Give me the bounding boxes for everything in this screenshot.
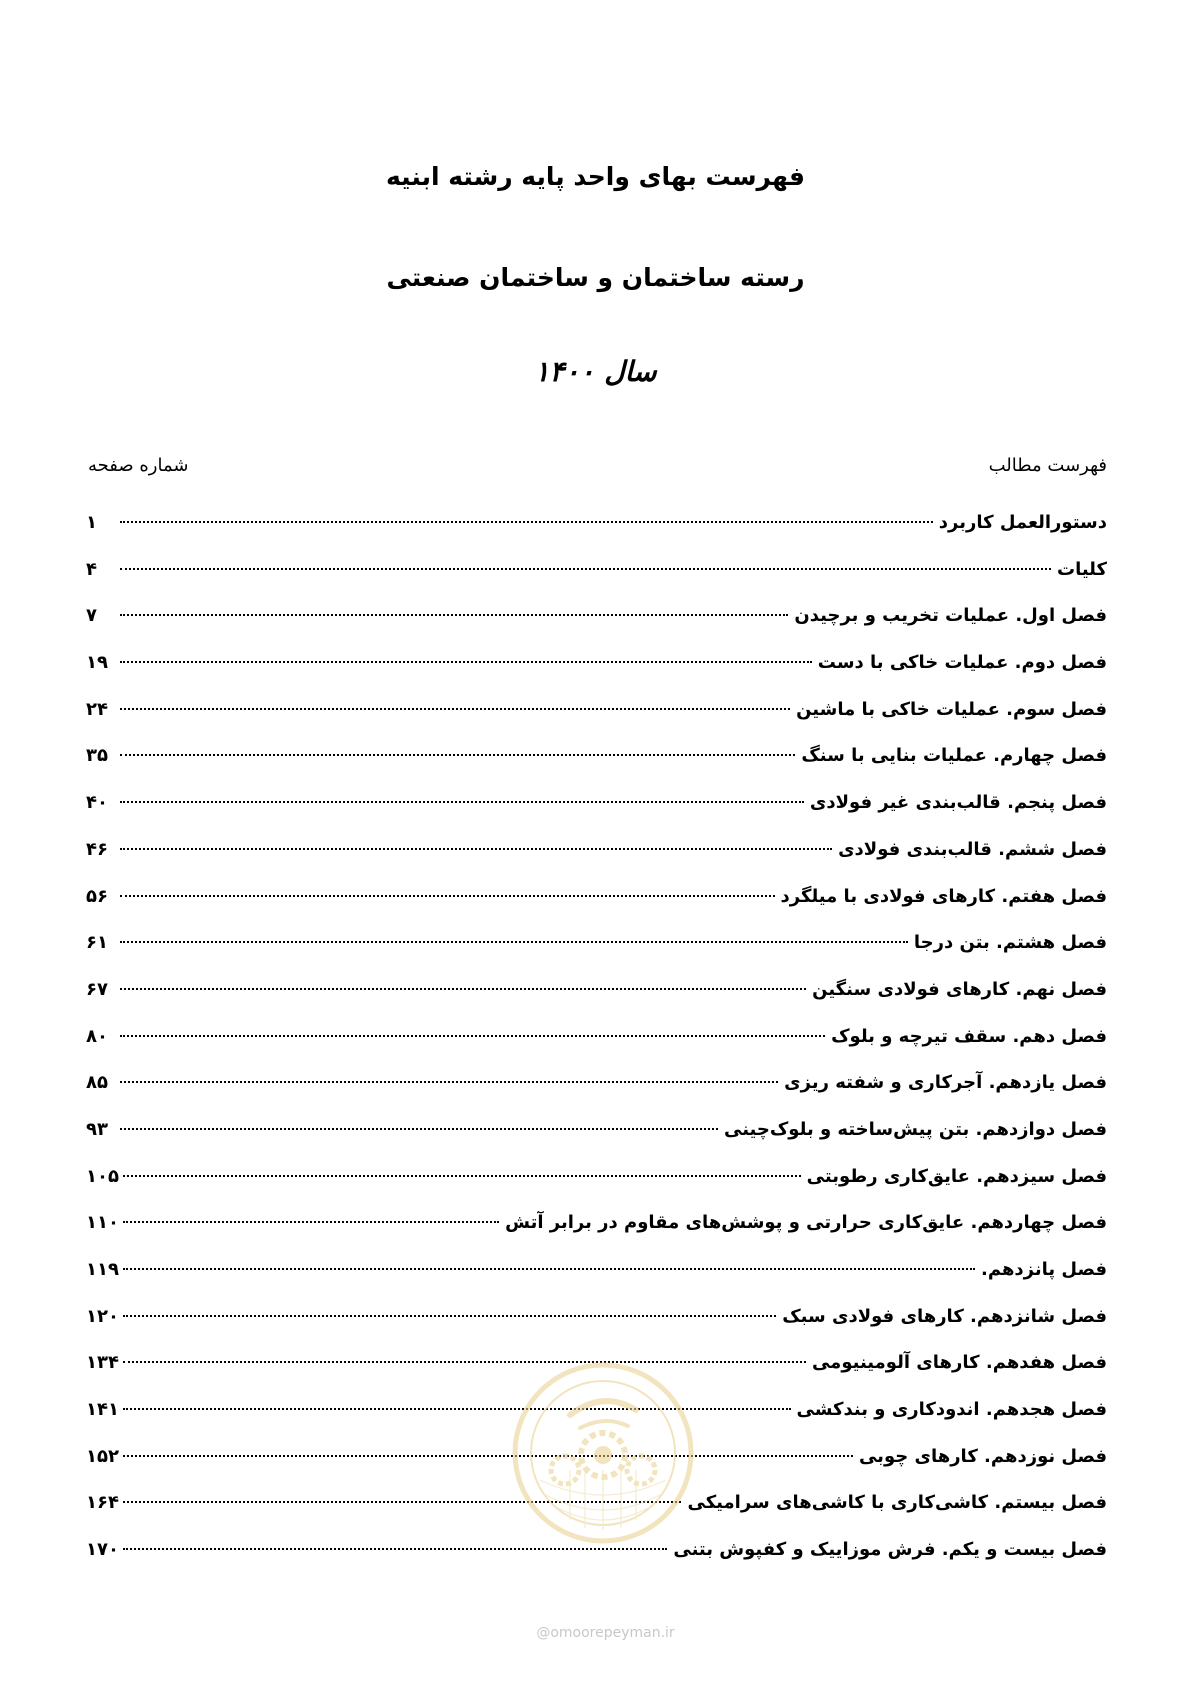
document-title: فهرست بهای واحد پایه رشته ابنیه: [386, 162, 805, 191]
toc-entry-page-number: ۱۱۹: [86, 1259, 119, 1280]
toc-entry-label: فصل سیزدهم. عایق‌کاری رطوبتی: [806, 1165, 1107, 1187]
toc-dot-leader: [123, 1268, 975, 1270]
toc-entry-label: فصل ششم. قالب‌بندی فولادی: [838, 838, 1107, 860]
toc-entry-page-number: ۸۵: [86, 1072, 108, 1094]
toc-dot-leader: [120, 661, 812, 663]
toc-entry-page-number: ۴۰: [86, 792, 108, 814]
toc-entry-label: فصل دوازدهم. بتن پیش‌ساخته و بلوک‌چینی: [724, 1118, 1107, 1140]
toc-entry-page-number: ۱۷۰: [86, 1539, 119, 1561]
toc-entry-label: فصل یازدهم. آجرکاری و شفته ریزی: [784, 1072, 1107, 1094]
toc-entry[interactable]: [86, 979, 1107, 1026]
toc-entry-page-number: ۱۲۰: [86, 1305, 119, 1327]
toc-dot-leader: [123, 1455, 853, 1457]
toc-entry[interactable]: [86, 559, 1107, 606]
toc-entry[interactable]: [86, 605, 1107, 652]
toc-entry-label: فصل اول. عملیات تخریب و برچیدن: [794, 605, 1107, 627]
toc-entry-label: فصل هفدهم. کارهای آلومینیومی: [811, 1352, 1107, 1374]
toc-entry[interactable]: [86, 1166, 1107, 1213]
toc-entry-page-number: ۱۰۵: [86, 1165, 119, 1187]
toc-entry[interactable]: [86, 652, 1107, 699]
toc-entry-page-number: ۸۰: [86, 1025, 108, 1047]
toc-dot-leader: [120, 988, 806, 990]
toc-entry[interactable]: [86, 1119, 1107, 1166]
toc-dot-leader: [120, 708, 790, 710]
toc-dot-leader: [123, 1175, 801, 1177]
toc-entry-label: کلیات: [1056, 558, 1107, 580]
document-year: سال ۱۴۰۰: [534, 355, 657, 388]
toc-entry[interactable]: [86, 1306, 1107, 1353]
toc-entry-page-number: ۱۹: [86, 652, 108, 674]
toc-entry-label: فصل سوم. عملیات خاکی با ماشین: [796, 698, 1107, 720]
toc-entry[interactable]: [86, 792, 1107, 839]
toc-entry-page-number: ۱۱۰: [86, 1212, 119, 1234]
toc-entry-page-number: ۱: [86, 512, 97, 533]
toc-entry-page-number: ۴۶: [86, 838, 108, 860]
toc-entry-label: فصل چهارم. عملیات بنایی با سنگ: [801, 745, 1107, 767]
toc-dot-leader: [120, 1035, 825, 1037]
toc-entry-page-number: ۲۴: [86, 698, 108, 720]
toc-entry-page-number: ۹۳: [86, 1118, 108, 1140]
watermark-url: @omoorepeyman.ir: [536, 1625, 675, 1641]
toc-entry-label: فصل هفتم. کارهای فولادی با میلگرد: [780, 885, 1107, 907]
toc-entry[interactable]: [86, 839, 1107, 886]
toc-entry-page-number: ۱۵۲: [86, 1445, 119, 1467]
toc-entry-page-number: ۱۳۴: [86, 1352, 119, 1374]
toc-entry[interactable]: [86, 1259, 1107, 1306]
toc-dot-leader: [120, 614, 788, 616]
toc-entry-page-number: ۳۵: [86, 745, 108, 767]
toc-entry-page-number: ۴: [86, 558, 97, 580]
toc-entry-page-number: ۶۷: [86, 978, 108, 1000]
toc-dot-leader: [120, 521, 933, 523]
watermark-logo-icon: [510, 1360, 696, 1546]
toc-entry-label: فصل دوم. عملیات خاکی با دست: [817, 652, 1107, 674]
toc-entry[interactable]: [86, 1072, 1107, 1119]
toc-entry[interactable]: [86, 886, 1107, 933]
toc-entry[interactable]: [86, 512, 1107, 559]
toc-entry-label: فصل نهم. کارهای فولادی سنگین: [812, 978, 1107, 1000]
toc-entry[interactable]: [86, 1212, 1107, 1259]
toc-dot-leader: [120, 1081, 778, 1083]
toc-dot-leader: [120, 801, 804, 803]
document-subtitle: رسته ساختمان و ساختمان صنعتی: [386, 263, 805, 292]
toc-entry-page-number: ۱۴۱: [86, 1399, 119, 1421]
toc-entry-label: فصل شانزدهم. کارهای فولادی سبک: [782, 1305, 1107, 1327]
toc-header: [88, 455, 1107, 485]
toc-entry[interactable]: [86, 1539, 1107, 1586]
toc-entry[interactable]: [86, 1026, 1107, 1073]
toc-dot-leader: [120, 754, 795, 756]
toc-entry-label: فصل بیستم. کاشی‌کاری با کاشی‌های سرامیکی: [687, 1492, 1107, 1514]
toc-entry-label: فصل هشتم. بتن درجا: [913, 932, 1107, 954]
toc-dot-leader: [120, 895, 775, 897]
toc-dot-leader: [123, 1361, 806, 1363]
toc-entry-page-number: ۷: [86, 605, 97, 627]
toc-dot-leader: [123, 1315, 776, 1317]
toc-entry-label: دستورالعمل کاربرد: [938, 512, 1107, 533]
toc-entry-label: فصل پنجم. قالب‌بندی غیر فولادی: [809, 792, 1107, 814]
toc-entry-label: فصل بیست و یکم. فرش موزاییک و کفپوش بتنی: [673, 1539, 1107, 1561]
toc-entry-page-number: ۶۱: [86, 932, 108, 954]
toc-dot-leader: [120, 1128, 718, 1130]
toc-dot-leader: [120, 848, 832, 850]
toc-dot-leader: [123, 1548, 667, 1550]
toc-entry-label: فصل پانزدهم.: [981, 1259, 1107, 1280]
toc-entry-page-number: ۱۶۴: [86, 1492, 119, 1514]
toc-contents-label: فهرست مطالب: [988, 455, 1107, 476]
toc-page-number-label: شماره صفحه: [88, 455, 189, 476]
toc-entry-label: فصل نوزدهم. کارهای چوبی: [858, 1445, 1107, 1467]
toc-entry-label: فصل هجدهم. اندودکاری و بندکشی: [796, 1399, 1107, 1421]
toc-entry[interactable]: [86, 932, 1107, 979]
toc-entry[interactable]: [86, 745, 1107, 792]
toc-dot-leader: [120, 941, 908, 943]
toc-dot-leader: [120, 568, 1051, 570]
toc-entry-page-number: ۵۶: [86, 885, 108, 907]
toc-entry-label: فصل چهاردهم. عایق‌کاری حرارتی و پوشش‌های مقاوم در برابر آتش: [505, 1212, 1107, 1234]
toc-entry[interactable]: [86, 699, 1107, 746]
toc-dot-leader: [123, 1221, 499, 1223]
toc-entry-label: فصل دهم. سقف تیرچه و بلوک: [831, 1025, 1107, 1047]
